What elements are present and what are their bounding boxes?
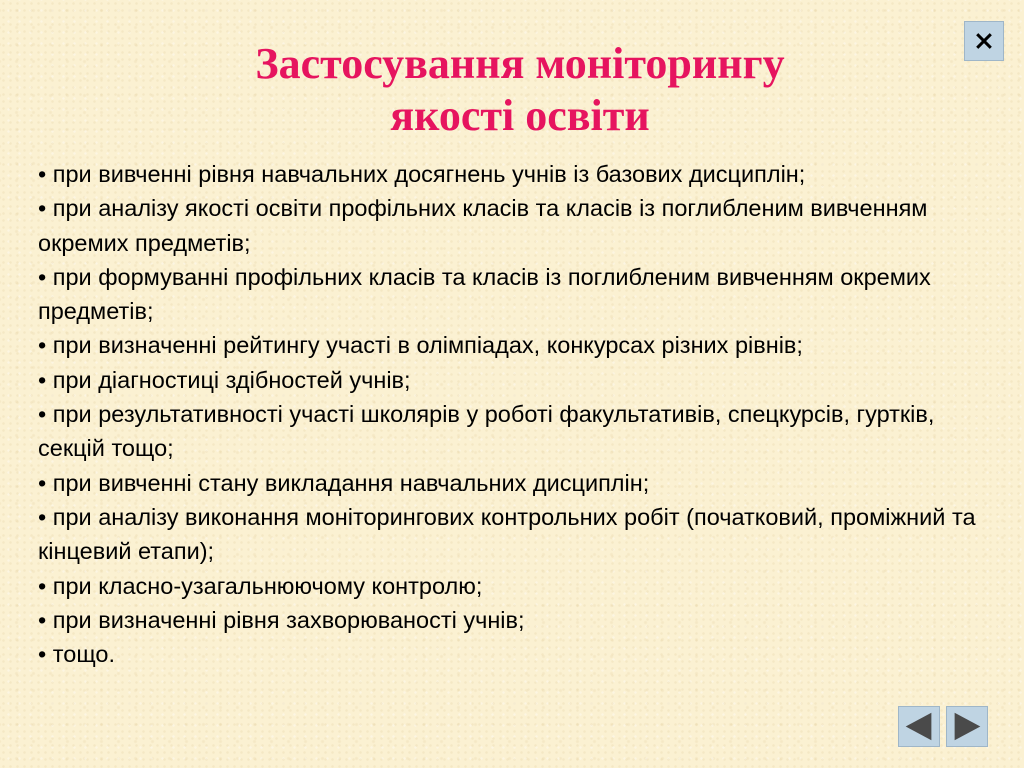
- list-item: • при визначенні рівня захворюваності учнів;: [38, 606, 525, 633]
- list-item: • при аналізу якості освіти профільних класів та класів із поглибленим вивченням окремих предметів;: [38, 195, 928, 256]
- close-icon: [965, 22, 1003, 60]
- list-item: • при аналізу виконання моніторингових контрольних робіт (початковий, проміжний та кінцевий етапи);: [38, 503, 976, 565]
- list-item: • при вивченні рівня навчальних досягнень учнів із базових дисциплін;: [38, 161, 806, 187]
- list-item: • при вивченні стану викладання навчальних дисциплін;: [38, 469, 650, 496]
- list-item: • тощо.: [38, 641, 115, 668]
- list-item: • при діагностиці здібностей учнів;: [38, 366, 411, 393]
- bullet-list: [38, 157, 988, 671]
- list-item: • при визначенні рейтингу участі в олімпіадах, конкурсах різних рівнів;: [38, 332, 803, 359]
- list-item: • при результативності участі школярів у роботі факультативів, спецкурсів, гуртків, секцій тощо;: [38, 401, 935, 462]
- close-button[interactable]: [964, 21, 1004, 61]
- slide-title: [0, 38, 1024, 142]
- list-item: • при класно-узагальнюючому контролю;: [38, 572, 483, 599]
- list-item: • при формуванні профільних класів та класів із поглибленим вивченням окремих предметів;: [38, 263, 931, 325]
- slide-title-line-1: Застосування моніторингу: [255, 39, 785, 88]
- previous-slide-button[interactable]: [898, 706, 940, 747]
- triangle-left-icon: [899, 707, 939, 746]
- triangle-right-icon: [947, 707, 987, 746]
- slide-title-line-2: якості освіти: [390, 91, 650, 140]
- next-slide-button[interactable]: [946, 706, 988, 747]
